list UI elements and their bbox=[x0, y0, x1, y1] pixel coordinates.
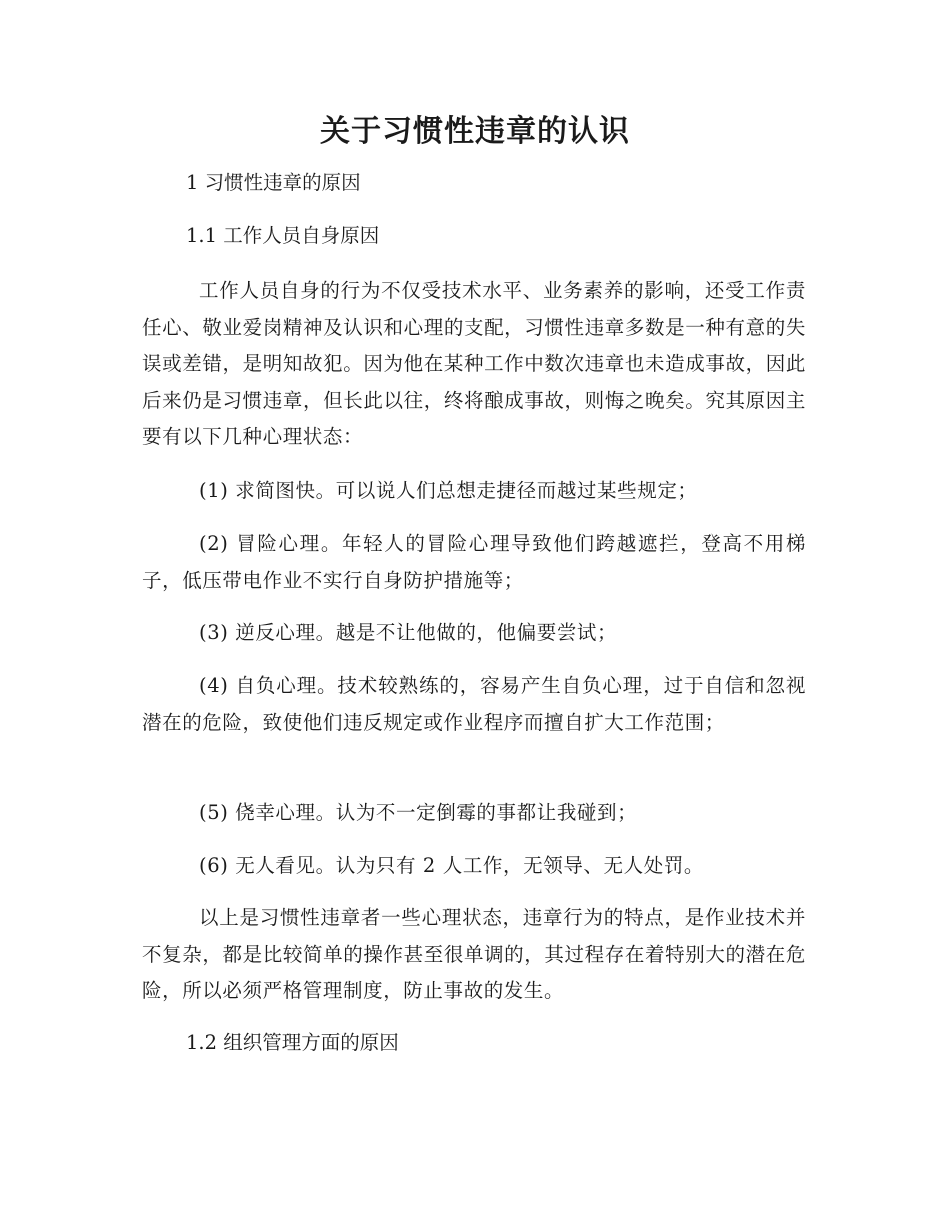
list-item-5: (5) 侥幸心理。认为不一定倒霉的事都让我碰到； bbox=[199, 801, 638, 824]
list-item-6: (6) 无人看见。认为只有 2 人工作，无领导、无人处罚。 bbox=[199, 854, 705, 877]
summary-paragraph: 以上是习惯性违章者一些心理状态，违章行为的特点，是作业技术并不复杂，都是比较简单的操作甚至很单调的，其过程存在着特别大的潜在危险，所以必须严格管理制度，防止事故的发生。 bbox=[142, 906, 806, 1002]
document-title: 关于习惯性违章的认识 bbox=[320, 114, 630, 149]
subsection-heading-1-1: 1.1 工作人员自身原因 bbox=[186, 224, 380, 247]
list-item-4: (4) 自负心理。技术较熟练的，容易产生自负心理，过于自信和忽视潜在的危险，致使他们违反规定或作业程序而擅自扩大工作范围； bbox=[142, 674, 806, 734]
subsection-heading-1-2: 1.2 组织管理方面的原因 bbox=[186, 1031, 399, 1054]
list-item-2: (2) 冒险心理。年轻人的冒险心理导致他们跨越遮拦，登高不用梯子，低压带电作业不实行自身防护措施等； bbox=[142, 532, 806, 592]
list-item-3: (3) 逆反心理。越是不让他做的，他偏要尝试； bbox=[199, 621, 618, 644]
section-heading-1: 1 习惯性违章的原因 bbox=[186, 171, 361, 194]
list-item-1: (1) 求简图快。可以说人们总想走捷径而越过某些规定； bbox=[199, 479, 698, 502]
intro-paragraph: 工作人员自身的行为不仅受技术水平、业务素养的影响，还受工作责任心、敬业爱岗精神及认识和心理的支配，习惯性违章多数是一种有意的失误或差错，是明知故犯。因为他在某种工作中数次违章也未造成事故，因此后来仍是习惯违章，但长此以往，终将酿成事故，则悔之晚矣。究其原因主要有以下几种心理状态： bbox=[142, 279, 806, 448]
